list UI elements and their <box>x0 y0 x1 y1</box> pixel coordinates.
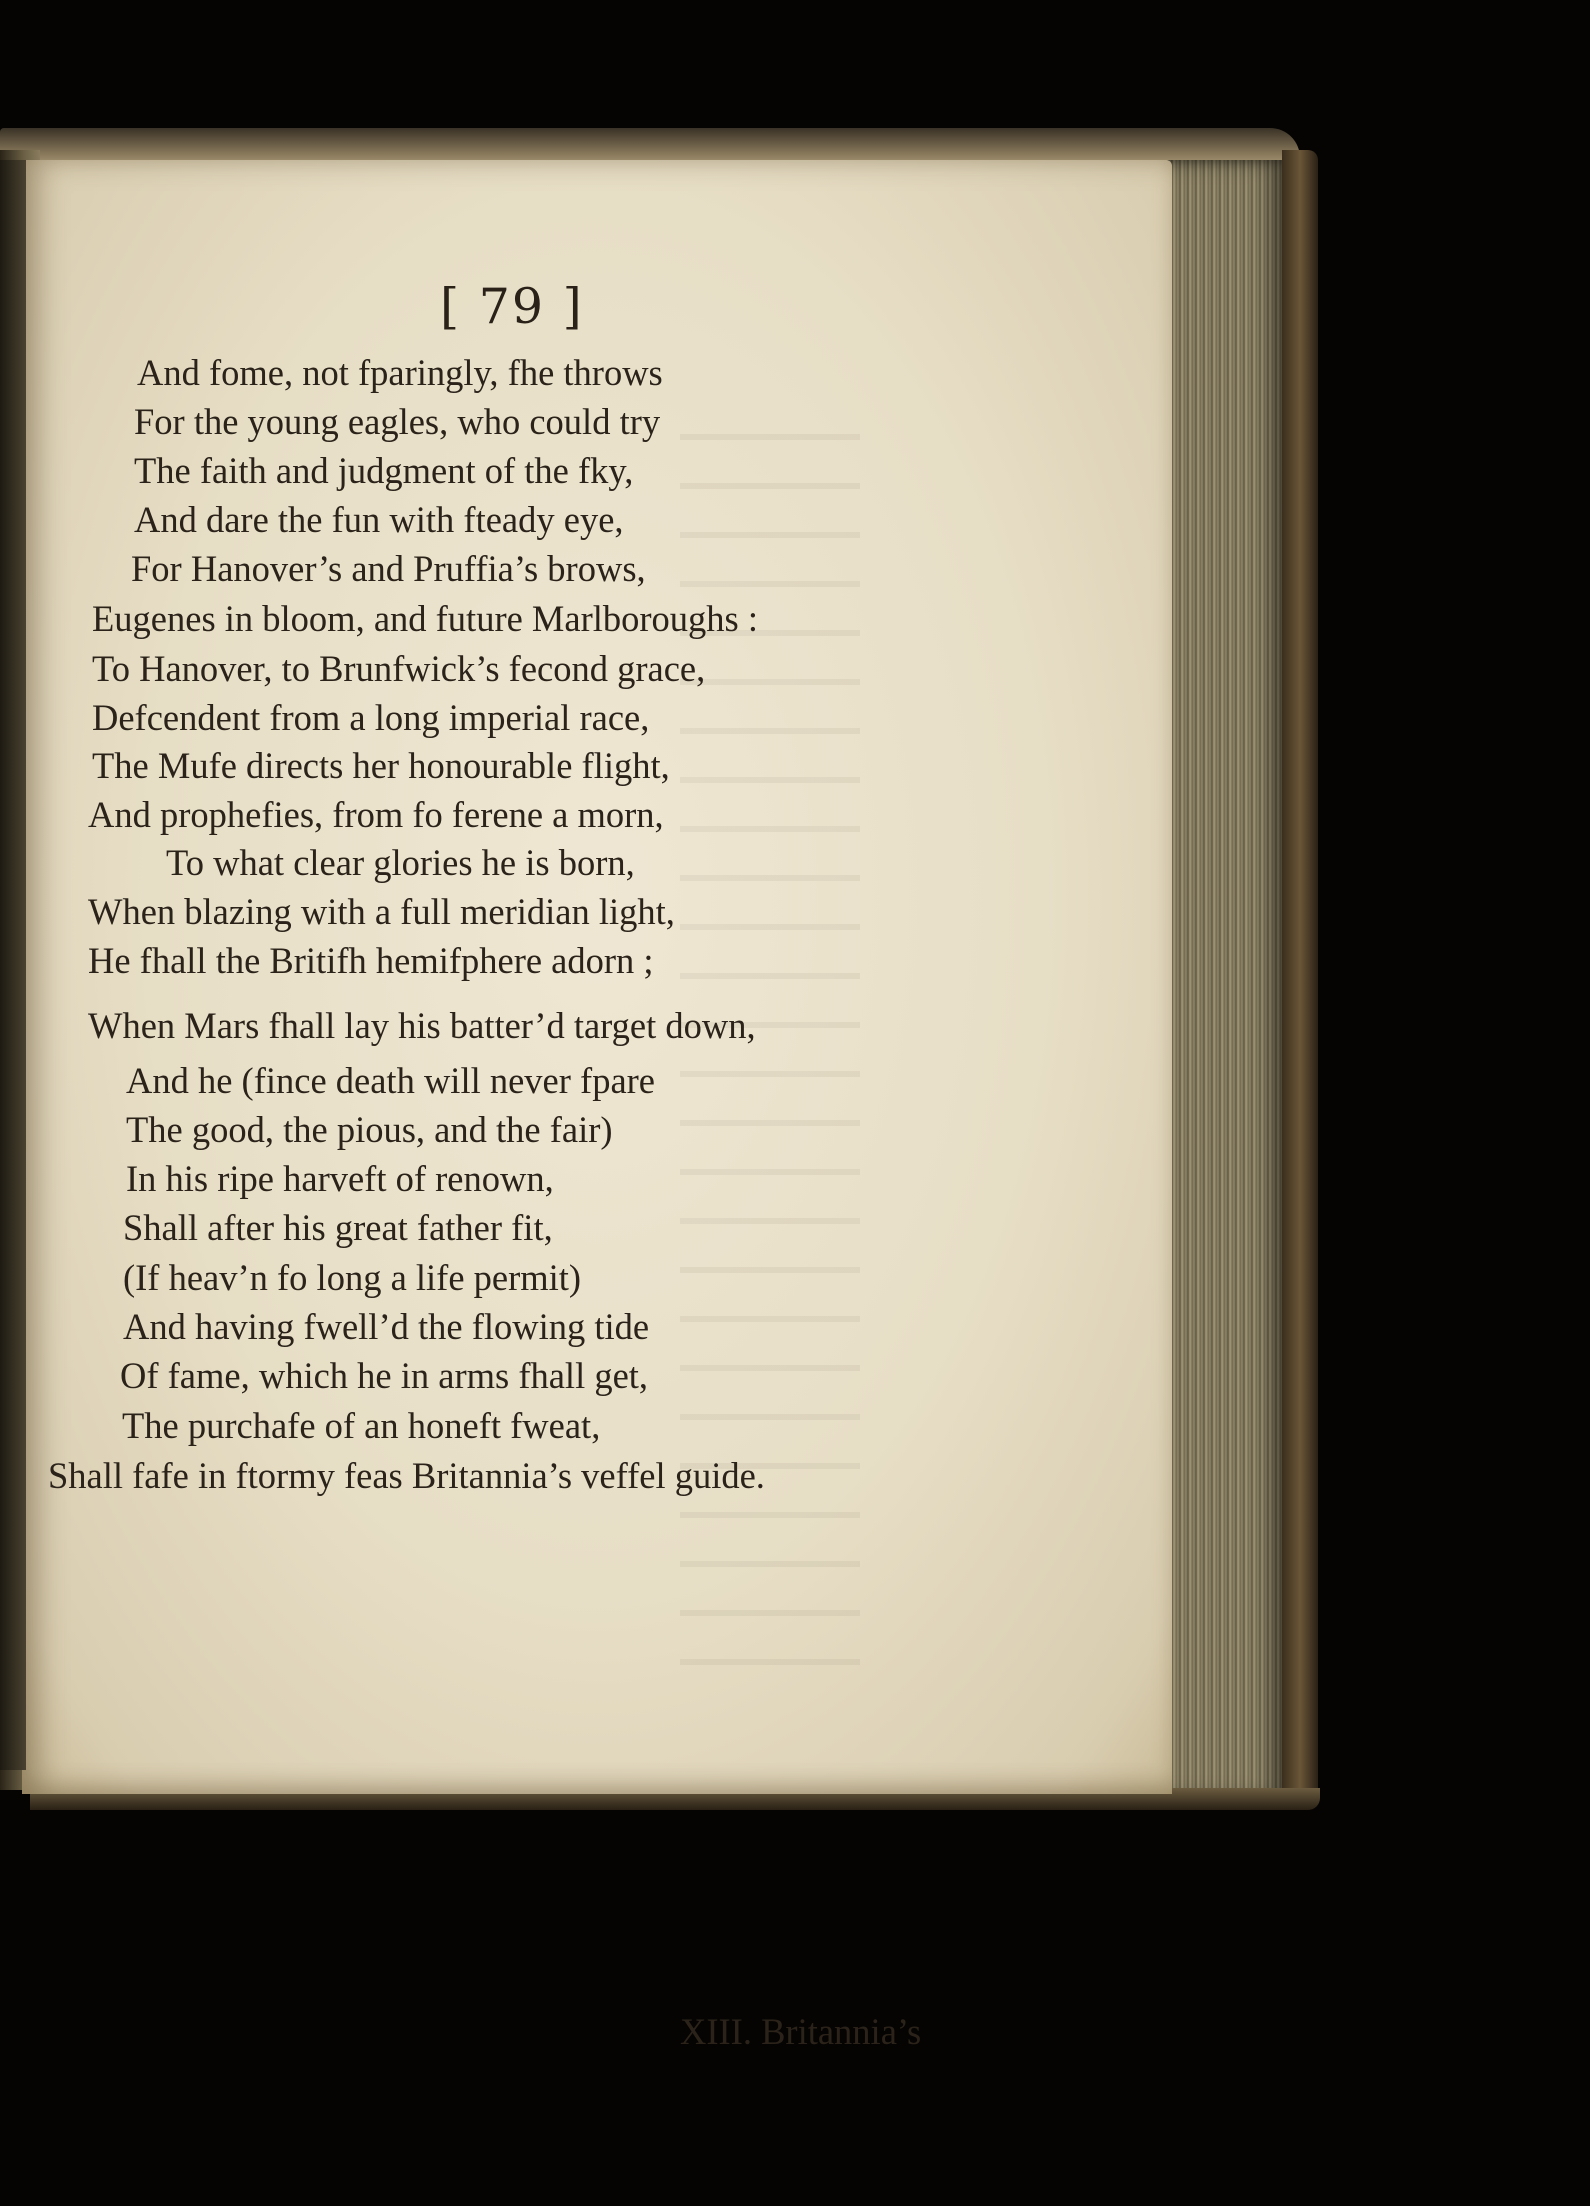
poem-line: The good, the pious, and the fair) <box>126 1109 613 1150</box>
show-through-text <box>680 400 860 1700</box>
book-cover-edge <box>1282 150 1318 1805</box>
poem-line: He fhall the Britifh hemifphere adorn ; <box>88 940 654 981</box>
poem-line: To what clear glories he is born, <box>166 842 635 883</box>
poem-line: When blazing with a full meridian light, <box>88 891 675 932</box>
catchword: XIII. Britannia’s <box>680 2011 922 2052</box>
poem-line: When Mars fhall lay his batter’d target down, <box>88 1005 756 1046</box>
poem-line: The purchafe of an honeft fweat, <box>122 1405 601 1446</box>
poem-line: And dare the fun with fteady eye, <box>134 499 624 540</box>
poem-line: And fome, not fparingly, fhe throws <box>137 352 663 393</box>
poem-line: To Hanover, to Brunfwick’s fecond grace, <box>92 648 706 689</box>
poem-line: And he (fince death will never fpare <box>126 1060 656 1101</box>
poem-line: And prophefies, from fo ferene a morn, <box>88 794 664 835</box>
poem-line: Shall fafe in ftormy feas Britannia’s veffel guide. <box>48 1455 765 1496</box>
poem-line: Shall after his great father fit, <box>123 1207 553 1248</box>
poem-line: The faith and judgment of the fky, <box>134 450 634 491</box>
poem-line: Defcendent from a long imperial race, <box>92 697 650 738</box>
poem-line: And having fwell’d the flowing tide <box>123 1306 650 1347</box>
page-number: [ 79 ] <box>440 278 584 335</box>
poem-line: For the young eagles, who could try <box>134 401 661 442</box>
poem-line: The Mufe directs her honourable flight, <box>92 745 670 786</box>
poem-line: Of fame, which he in arms fhall get, <box>120 1355 649 1396</box>
poem-line: Eugenes in bloom, and future Marlboroughs : <box>92 598 759 639</box>
page-fore-edge <box>1152 160 1290 1800</box>
poem-line: In his ripe harveft of renown, <box>126 1158 554 1199</box>
poem-line: For Hanover’s and Pruffia’s brows, <box>131 548 646 589</box>
poem-line: (If heav’n fo long a life permit) <box>123 1257 582 1298</box>
gutter-edge <box>0 160 26 1770</box>
